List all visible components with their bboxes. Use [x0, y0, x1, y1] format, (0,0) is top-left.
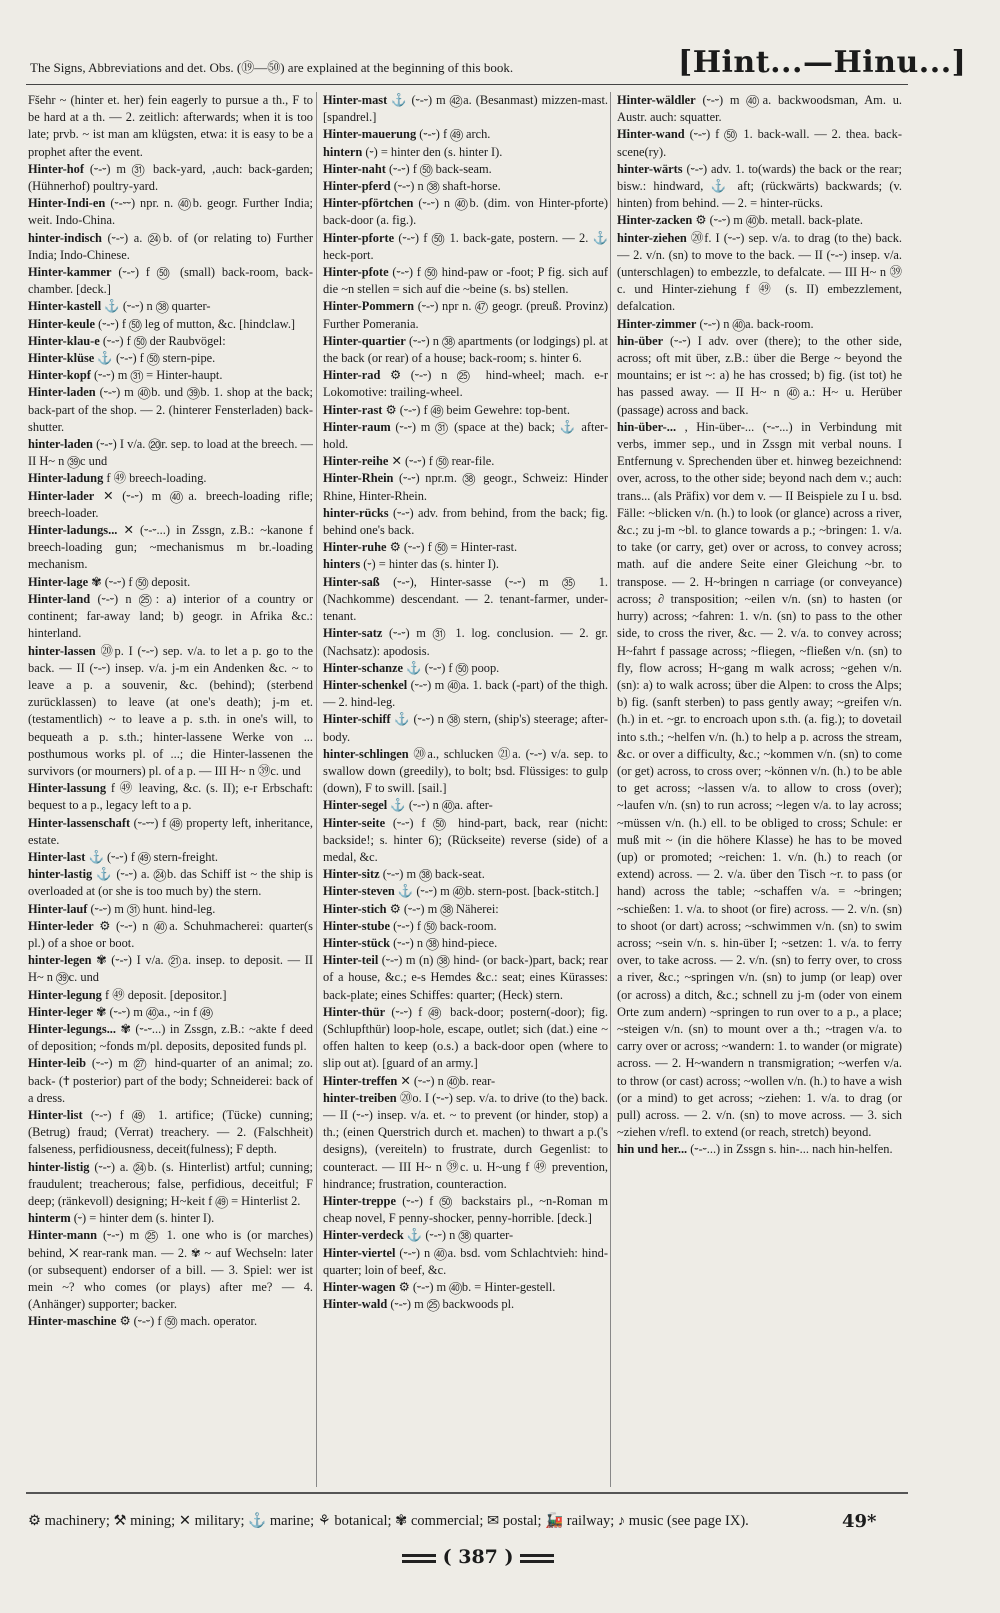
entry-headword: hin-über	[617, 333, 664, 348]
entry-headword: Hinter-leib	[28, 1056, 87, 1071]
entry-definition: (⏑-⏑) m ㊳ back-seat.	[382, 867, 485, 882]
entry-definition: (⏑-⏑) n ㊵a. bsd. vom Schlachtvieh: hind-quarter; loin of beef, &c.	[323, 1245, 608, 1277]
dictionary-entry	[617, 419, 902, 1142]
dictionary-entry	[28, 591, 313, 643]
entry-headword: Hinter-pferd	[323, 179, 391, 194]
column-2	[323, 92, 608, 1487]
dictionary-entry	[28, 316, 313, 333]
entry-definition: (⏑-⏑) m ㉛ hunt. hind-leg.	[90, 901, 216, 916]
entry-headword: Hinter-maschine	[28, 1314, 117, 1329]
entry-headword: Hinter-rast	[323, 402, 383, 417]
column-divider	[610, 92, 611, 1487]
entry-headword: Hinter-wald	[323, 1297, 388, 1312]
entry-headword: Hinter-lassenschaft	[28, 815, 131, 830]
entry-headword: Hinter-Indi-en	[28, 196, 106, 211]
entry-definition: f ㊾ deposit. [depositor.]	[105, 987, 227, 1002]
entry-definition: (⏑-⏑) f ㊿ leg of mutton, &c. [hindclaw.]	[98, 316, 296, 331]
entry-definition: (⏑-⏑) adv. 1. to(wards) the back or the rear; bisw.: hindward, ⚓ aft; (rückwärts) backwards; (v. hinten) from behind. — 2. = hinter-rücks.	[617, 161, 902, 211]
dictionary-entry	[28, 350, 313, 367]
dictionary-entry	[28, 1227, 313, 1313]
entry-definition: (⏑-⏑) n ㊳ apartments (or lodgings) pl. at the back (or rear) of a house; back-room; s. hinter 6.	[323, 333, 608, 366]
entry-definition: (⏑-⏑) f ㊿ back-room.	[393, 918, 497, 933]
entry-definition: ⚙ (⏑-⏑) n ㊵a. Schuhmacherei: quarter(s pl.) of a shoe or boot.	[28, 918, 313, 950]
column-1	[28, 92, 313, 1487]
entry-definition: ⚓ (⏑-⏑) n ㊳ stern, (ship's) steerage; after-body.	[323, 712, 608, 744]
entry-definition: ⚙ (⏑-⏑) f ㊿ mach. operator.	[119, 1314, 258, 1329]
entry-definition: (⏑-⏑) f ㊿ 1. back-wall. — 2. thea. back-scene(ry).	[617, 127, 902, 159]
entry-definition: ⑳f. I (⏑-⏑) sep. v/a. to drag (to the) back. — 2. v/n. (sn) to move to the back. — II (⏑-⏑) insep. v/a. (unterschlagen) to embezzle, to defalcate. — III H~ n ㊴c. und Hinter-ziehung f ㊾ (s. II) embezzlement, defalcation.	[617, 230, 902, 314]
dictionary-entry	[617, 126, 902, 160]
entry-definition: (⏑-⏑) a. ㉔b. (s. Hinterlist) artful; cunning; fraudulent; treacherous; false, perfidious, deceitful; F deep; (ränkevoll) designing; H~keit f ㊾ = Hinterlist 2.	[28, 1159, 313, 1208]
dictionary-entry	[28, 264, 313, 298]
dictionary-entry	[323, 195, 608, 229]
entry-definition: ✾ (⏑-⏑) m ㊵a., ~in f ㊾	[96, 1004, 213, 1019]
dictionary-entry	[28, 488, 313, 522]
dictionary-entry	[323, 574, 608, 626]
dictionary-entry	[28, 815, 313, 849]
dictionary-entry	[323, 660, 608, 677]
entry-headword: Hinter-saß	[323, 574, 380, 589]
entry-headword: hintern	[323, 144, 363, 159]
entry-headword: Hinter-raum	[323, 419, 391, 434]
entry-headword: Hinter-schenkel	[323, 677, 408, 692]
dictionary-entry	[323, 1193, 608, 1227]
dictionary-entry	[323, 470, 608, 504]
page-number-ornament	[520, 1554, 554, 1563]
dictionary-entry	[28, 643, 313, 781]
entry-definition: ⚓ (⏑-⏑) f ㊿ poop.	[406, 660, 500, 675]
entry-headword: hinter-indisch	[28, 230, 102, 245]
dictionary-entry	[28, 384, 313, 436]
entry-definition: ⚙ (⏑-⏑) m ㊵b. metall. back-plate.	[695, 213, 863, 228]
entry-headword: Hinter-schanze	[323, 660, 404, 675]
entry-headword: hinter-wärts	[617, 161, 683, 176]
entry-definition: (⏑-⏑) f ㊿ 1. back-gate, postern. — 2. ⚓ heck-port.	[323, 230, 608, 262]
entry-headword: hinter-rücks	[323, 505, 389, 520]
entry-headword: Hinter-last	[28, 849, 86, 864]
entry-headword: Hinter-viertel	[323, 1245, 396, 1260]
entry-headword: Hinter-stück	[323, 935, 390, 950]
entry-headword: Hinter-hof	[28, 161, 84, 176]
dictionary-entry	[323, 230, 608, 264]
entry-headword: Hinter-stube	[323, 918, 390, 933]
entry-headword: Hinter-kastell	[28, 299, 102, 314]
entry-definition: (⏑-⏑) m (n) ㊳ hind- (or back-)part, back; rear of a house, &c.; e-s Hemdes &c.: seat; eines Kürasses: back-plate; eines Schiffes: quarter; (Heck) stern.	[323, 953, 608, 1002]
dictionary-entry	[28, 161, 313, 195]
dictionary-entry	[323, 556, 608, 573]
entry-definition: (⏑-⏑) m ㉕ 1. one who is (or marches) behind, ✕ rear-rank man. — 2. ✾ ~ auf Wechseln: later (or subsequent) endorser of a bill. — 3. Spiel: wer ist mein ~? who comes (or plays) after me? — 4. (Anhänger) supporter; backer.	[28, 1228, 313, 1312]
entry-definition: ⚓ (⏑-⏑) n ㊳ quarter-	[406, 1228, 514, 1243]
entry-definition: ⚓ (⏑-⏑) n ㊵a. after-	[390, 798, 493, 813]
entry-definition: ✾ (⏑-⏑) I v/a. ㉑a. insep. to deposit. — II H~ n ㊴c. und	[28, 953, 313, 985]
page-title: [Hint...—Hinu...]	[678, 45, 967, 80]
entry-definition: (⏑-⏑) n ㊵b. (dim. von Hinter-pforte) back-door (a. fig.).	[323, 196, 608, 228]
entry-headword: Hinter-zacken	[617, 213, 693, 228]
entry-definition: ⚓ (⏑-⏑) f ㊾ stern-freight.	[88, 849, 219, 864]
dictionary-entry	[28, 574, 313, 591]
entry-definition: ⚙ (⏑-⏑) f ㊿ = Hinter-rast.	[389, 540, 518, 555]
entry-headword: hinter-listig	[28, 1159, 90, 1174]
dictionary-entry	[28, 1107, 313, 1159]
entry-definition: ⑳a., schlucken ㉑a. (⏑-⏑) v/a. sep. to swallow down (greedily), to bolt; bsd. Flüssiges: to gulp (down), F to swill. [sail.]	[323, 746, 608, 796]
entry-definition: ✾ (⏑-⏑...) in Zssgn, z.B.: ~akte f deed of deposition; ~fonds m/pl. deposits, deposited funds pl.	[28, 1021, 313, 1054]
entry-definition: (⏑-⏑) f ㊾ 1. artifice; (Tücke) cunning; (Betrug) fraud; (Verrat) treachery. — 2. (Falschheit) falseness, perfidiousness, deceit(fulness); F depth.	[28, 1107, 313, 1157]
page-number-ornament	[402, 1554, 436, 1563]
dictionary-entry	[28, 987, 313, 1004]
dictionary-entry	[323, 1004, 608, 1073]
entry-definition: (⏑-⏑) n ㊵a. back-room.	[699, 316, 814, 331]
entry-headword: Hinter-leder	[28, 918, 94, 933]
entry-headword: hinter-legen	[28, 953, 92, 968]
dictionary-entry	[617, 92, 902, 126]
dictionary-entry	[323, 367, 608, 401]
dictionary-entry	[323, 1227, 608, 1244]
dictionary-entry	[323, 1279, 608, 1296]
entry-headword: Hinter-list	[28, 1107, 83, 1122]
entry-definition: ⚓ (⏑-⏑) a. ㉔b. das Schiff ist ~ the ship is overloaded at (or she is too much by) the stern.	[28, 867, 313, 899]
abbreviation-legend: ⚙ machinery; ⚒ mining; ✕ military; ⚓ marine; ⚘ botanical; ✾ commercial; ✉ postal; 🚂 railway; ♪ music (see page IX).	[28, 1513, 749, 1529]
dictionary-entry	[323, 901, 608, 918]
entry-headword: Hinter-lage	[28, 574, 89, 589]
entry-definition: (⏑-⏑) m ㊵a. backwoodsman, Am. u. Austr. auch: squatter.	[617, 93, 902, 125]
entry-headword: Hinter-legungs...	[28, 1021, 116, 1036]
entry-headword: Hinter-verdeck	[323, 1228, 404, 1243]
entry-headword: Hinter-quartier	[323, 333, 406, 348]
dictionary-entry	[323, 178, 608, 195]
entry-headword: Hinter-kopf	[28, 368, 91, 383]
entry-definition: (⏑-⏑) m ㉕ backwoods pl.	[390, 1297, 515, 1312]
entry-definition: ⚓ (⏑-⏑) m ㊷a. (Besanmast) mizzen-mast. [spandrel.]	[323, 93, 608, 125]
entry-headword: hinter-lastig	[28, 867, 93, 882]
entry-definition: (⏑-⏑) m ㉛ back-yard, ‚auch: back-garden; (Hühnerhof) poultry-yard.	[28, 161, 313, 194]
entry-headword: hin-über-...	[617, 419, 677, 434]
dictionary-entry	[323, 92, 608, 126]
entry-headword: Hinter-segel	[323, 798, 388, 813]
dictionary-entry	[28, 298, 313, 315]
dictionary-entry	[323, 746, 608, 798]
dictionary-entry	[28, 92, 313, 161]
entry-headword: Hinter-pförtchen	[323, 196, 414, 211]
dictionary-entry	[617, 333, 902, 419]
entry-definition: (⏑-⏑) n ㊳ shaft-horse.	[393, 179, 501, 194]
dictionary-entry	[28, 1313, 313, 1330]
dictionary-entry	[323, 883, 608, 900]
entry-headword: Hinter-lader	[28, 488, 95, 503]
dictionary-entry	[323, 1245, 608, 1279]
entry-definition: (⏑-⏑) I adv. over (there); to the other side, across; oft mit über, z.B.: über die Berge ~ beyond the mountains; er ist ~: a) he has crossed; b) fig. (ist tot) he has passed away. — II H~ n ㊵a.: H~ u. Herüber (passage) across and back.	[617, 333, 902, 417]
entry-headword: Hinter-wäldler	[617, 93, 696, 107]
dictionary-entry	[323, 505, 608, 539]
entry-headword: Hinter-wagen	[323, 1280, 396, 1295]
dictionary-entry	[28, 436, 313, 470]
entry-headword: Hinter-wand	[617, 127, 685, 142]
entry-definition: ✾ (⏑-⏑) f ㊿ deposit.	[91, 574, 191, 589]
entry-headword: Hinter-seite	[323, 815, 386, 830]
entry-definition: ✕ (⏑-⏑) m ㊵a. breech-loading rifle; breech-loader.	[28, 488, 313, 520]
entry-definition: ⑳o. I (⏑-⏑) sep. v/a. to drive (to the) back. — II (⏑-⏑) insep. v/a. et. ~ to prevent (or hinder, stop) a th.; (einen Querstrich durch et. machen) to thwart a p.('s designs), (vereiteln) to frustrate, durch Gegenlist: to counteract. — III H~ n ㊴c. u. H~ung f ㊾ prevention, hindrance; frustration, counteraction.	[323, 1090, 608, 1191]
dictionary-entry	[323, 419, 608, 453]
entry-headword: Hinter-leger	[28, 1004, 93, 1019]
entry-headword: Hinter-pforte	[323, 230, 395, 245]
dictionary-entry	[28, 195, 313, 229]
entry-headword: Hinter-teil	[323, 953, 379, 968]
entry-headword: Hinter-zimmer	[617, 316, 697, 331]
entry-definition: f ㊾ leaving, &c. (s. II); e-r Erbschaft: bequest to a p., legacy left to a p.	[28, 781, 313, 813]
entry-definition: (⏑-⏑) f ㊾ back-door; postern(-door); fig. (Schlupfthür) loop-hole, escape, outlet; sich (dat.) eine ~ offen halten to keep (o.s.) a back-door open (where to slip out at). [guard of an army.]	[323, 1004, 608, 1071]
dictionary-entry	[617, 1141, 902, 1158]
entry-definition: (⏑-⏑) I v/a. ⑳r. sep. to load at the breech. — II H~ n ㊴c und	[28, 437, 313, 469]
dictionary-entry	[28, 1004, 313, 1021]
entry-definition: (⏑-⏑) f ㊿ back-seam.	[388, 161, 492, 176]
entry-definition: (⏑-⏑...) in Zssgn s. hin-... nach hin-helfen.	[690, 1142, 893, 1157]
dictionary-entry	[323, 815, 608, 867]
entry-headword: hinter-laden	[28, 437, 93, 452]
entry-headword: Hinter-legung	[28, 987, 102, 1002]
entry-headword: hinter-treiben	[323, 1090, 397, 1105]
entry-headword: Hinter-steven	[323, 884, 395, 899]
dictionary-entry	[323, 333, 608, 367]
entry-headword: hinter-ziehen	[617, 230, 687, 245]
entry-definition: (⏑-⏑) f ㊾ arch.	[419, 127, 491, 142]
entry-headword: hin und her...	[617, 1142, 688, 1157]
entry-definition: (⏑-⏑) m ㊵b. und ㊴b. 1. shop at the back; back-part of the shop. — 2. (hinterer Fensterladen) back-shutter.	[28, 385, 313, 434]
entry-headword: Hinter-thür	[323, 1004, 386, 1019]
dictionary-entry	[28, 522, 313, 574]
page-number-text: ( 387 )	[442, 1546, 514, 1568]
dictionary-entry	[323, 1090, 608, 1193]
entry-definition: ✕ (⏑-⏑) f ㊿ rear-file.	[391, 454, 495, 469]
entry-headword: Hinter-rad	[323, 368, 381, 383]
entry-headword: hinter-schlingen	[323, 746, 409, 761]
dictionary-entry	[323, 264, 608, 298]
entry-definition: ⚙ (⏑-⏑) m ㊳ Näherei:	[389, 901, 499, 916]
entry-definition: (⏑-⏑) m ㊵a. 1. back (-part) of the thigh. — 2. hind-leg.	[323, 677, 608, 710]
dictionary-entry	[323, 161, 608, 178]
entry-definition: (⏑-⏑⏑) f ㊾ property left, inheritance, estate.	[28, 815, 313, 847]
entry-definition: (⏑-⏑) m ㉛ 1. log. conclusion. — 2. gr. (Nachsatz): apodosis.	[323, 626, 608, 658]
entry-headword: Hinter-reihe	[323, 454, 389, 469]
entry-headword: Hinter-Pommern	[323, 299, 415, 314]
dictionary-entry	[617, 161, 902, 213]
entry-definition: (⏑-⏑⏑) npr. n. ㊵b. geogr. Further India; weit. Indo-China.	[28, 196, 313, 228]
dictionary-entry	[323, 1296, 608, 1313]
entry-headword: Hinter-land	[28, 591, 91, 606]
entry-definition: (⏑-⏑) n ㉕: a) interior of a country or continent; far-away land; b) geogr. in Afrika &c.: hinterland.	[28, 591, 313, 641]
dictionary-entry	[28, 780, 313, 814]
entry-definition: ⚓ (⏑-⏑) n ㊳ quarter-	[104, 299, 211, 314]
dictionary-entry	[28, 952, 313, 986]
dictionary-entry	[323, 402, 608, 419]
dictionary-entry	[323, 298, 608, 332]
top-rule	[26, 84, 908, 85]
dictionary-entry	[28, 901, 313, 918]
entry-definition: (⏑-⏑) f ㊿ hind-part, back, rear (nicht: backside!; s. hinter 6); (Rückseite) reverse (side) of a medal, &c.	[323, 815, 608, 864]
entry-definition: (⏑-⏑) npr n. ㊼ geogr. (preuß. Provinz) Further Pomerania.	[323, 299, 608, 331]
entry-headword: Hinter-ladungs...	[28, 523, 118, 538]
page-number	[402, 1546, 554, 1568]
dictionary-entry	[323, 1073, 608, 1090]
entry-definition: ⚓ (⏑-⏑) m ㊵b. stern-post. [back-stitch.]	[397, 884, 599, 899]
entry-headword: Hinter-lassung	[28, 781, 107, 796]
entry-definition: (⏑) = hinter das (s. hinter I).	[363, 557, 499, 572]
entry-headword: Hinter-naht	[323, 161, 386, 176]
dictionary-entry	[323, 144, 608, 161]
dictionary-entry	[28, 849, 313, 866]
entry-definition: (⏑-⏑) f ㊿ backstairs pl., ~n-Roman m cheap novel, F penny-shocker, penny-horrible. [deck.]	[323, 1194, 608, 1226]
entry-definition: (⏑-⏑) f ㊿ (small) back-room, back-chamber. [deck.]	[28, 265, 313, 297]
sheet-marker: 49*	[842, 1511, 877, 1532]
entry-definition: ⑳p. I (⏑-⏑) sep. v/a. to let a p. go to the back. — II (⏑-⏑) insep. v/a. j-m ein Andenken &c. ~ to leave a p. a souvenir, &c. (behind); (sterbend zurücklassen) to leave (at one's death); j-m et. (testamentlich) ~ to leave a p. s.th. in one's will, to bequeath a p. s.th.; hinter-lassene Werke von ... posthumous works pl. of ...; die Hinter-lassenen the survivors (or mourners) pl. of a p. — III H~ n ㊴c. und	[28, 643, 313, 778]
entry-headword: hinters	[323, 557, 361, 572]
entry-definition: (⏑-⏑) f ㊿ der Raubvögel:	[102, 333, 226, 348]
dictionary-entry	[28, 1210, 313, 1227]
entry-headword: Hinter-schiff	[323, 712, 391, 727]
dictionary-entry	[323, 866, 608, 883]
dictionary-entry	[617, 316, 902, 333]
entry-definition: (⏑-⏑) a. ㉔b. of (or relating to) Further India; Indo-Chinese.	[28, 230, 313, 262]
dictionary-entry	[323, 935, 608, 952]
entry-headword: Hinter-mann	[28, 1228, 98, 1243]
entry-definition: (⏑-⏑) m ㉗ hind-quarter of an animal; zo. back- (✝ posterior) part of the body; Schneiderei: back of a dress.	[28, 1056, 313, 1105]
entry-definition: ⚓ (⏑-⏑) f ㊿ stern-pipe.	[97, 351, 216, 366]
dictionary-entry	[323, 918, 608, 935]
entry-definition: ⚙ (⏑-⏑) f ㊾ beim Gewehre: top-bent.	[385, 402, 570, 417]
dictionary-entry	[28, 866, 313, 900]
dictionary-entry	[28, 367, 313, 384]
dictionary-entry	[323, 453, 608, 470]
dictionary-entry	[617, 230, 902, 316]
column-divider	[316, 92, 317, 1487]
entry-headword: Hinter-mauerung	[323, 127, 417, 142]
entry-headword: Hinter-Rhein	[323, 471, 394, 486]
entry-headword: Hinter-kammer	[28, 265, 112, 280]
entry-definition: Fšehr ~ (hinter et. her) fein eagerly to pursue a th., F to be hard at a th. — 2. zeitlich: afterwards; when it is too late; prvb. ~ ist man am klügsten, etwa: it is easy to be a prophet after the event.	[28, 93, 313, 159]
entry-definition: ⚙ (⏑-⏑) n ㉕ hind-wheel; mach. e-r Lokomotive: trailing-wheel.	[323, 368, 608, 400]
entry-headword: Hinter-klau-e	[28, 333, 100, 348]
dictionary-entry	[323, 677, 608, 711]
entry-definition: (⏑) = hinter dem (s. hinter I).	[73, 1211, 215, 1226]
entry-definition: (⏑-⏑) f ㊿ hind-paw or -foot; P fig. sich auf die ~n stellen = sich auf die ~beine (s. bs) stellen.	[323, 265, 608, 297]
entry-definition: ✕ (⏑-⏑...) in Zssgn, z.B.: ~kanone f breech-loading gun; ~mechanismus m br.-loading mechanism.	[28, 523, 313, 572]
dictionary-entry	[617, 212, 902, 229]
entry-definition: (⏑-⏑) m ㉛ = Hinter-haupt.	[93, 368, 223, 383]
entry-headword: Hinter-klüse	[28, 351, 95, 366]
entry-headword: Hinter-pfote	[323, 265, 389, 280]
entry-headword: Hinter-sitz	[323, 867, 380, 882]
entry-headword: Hinter-treffen	[323, 1073, 398, 1088]
entry-definition: , Hin-über-... (⏑-⏑...) in Verbindung mit verbs, immer sep., und in Zssgn mit verbal nouns. I Entfernung v. Sprechenden über et. hinweg bezeichnend: over, across, to the other side; beyond nach dem v.; auch: trans... (als Präfix) vor dem v. — II Beispiele zu I u. bsd. Fälle: ~blicken v/n. (h.) to look (or glance) across a river, &c.; zu j-m ~bl. to glance towards a p.; ~bringen: 1. v/a. to take (or carry, get) over or across, to convey across; math. auf die andere Seite einer Gleichung ~br. to transpose. — 2. H~bringen n carriage (or conveyance) across; ∂ transposition; ~eilen v/n. (sn) to hasten (or hurry) across; ~fahren: 1. v/n. (sn) to pass to the other side, to cross the river, &c. — 2. v/a. to convey across; H~fahrt f passage across; ~fliegen, ~fließen v/n. (sn) to fly, flow across; H~gang m walk across; ~gehen v/n. (sn): a) to walk across; über die Alpen: to cross the Alps; b) fig. (sanft sterben) to pass gently away; ~greifen v/n. (h.) in et. ~gr. to encroach upon s.th. (a. fig.); to dovetail into s.th.; ~helfen v/n. (h.) to help a p. across the stream, &c. or over a difficulty, &c.; ~kommen v/n. (sn) to come (or get) across, to cross over; ~können v/n. (h.) to be able to get across; ~lassen v/a. to allow to cross (over); ~laufen v/n. (sn) to run across; ~legen v/a. to lay across; ~müssen v/n. (h.) ell. to be obliged to cross; Schule: er muß mit ~ (in die höhere Klasse) he has to be moved (up) or promoted; ~reichen: 1. v/n. (h.) to reach (or extend) across. — 2. v/a. über den Tisch ~r. to pass (or hand) across the table; ~schaffen v/a. = ~bringen; ~schießen: 1. v/a. to shoot (or fire) across. — 2. v/n. (sn) to shoot (or dart) across; ~schwimmen v/n. (sn) to swim across; ~sein v/n. s. hin-über I; ~setzen: 1. v/a. to ferry over, to take across. — 2. v/n. (sn) to ferry over, to cross a river, &c.; ~springen v/n. (sn) to jump (or leap) over (or across) a ditch, &c.; schnell zu j-m (oder von einem Orte zum andern) ~springen to run over to a p., a place; ~steigen v/n. (sn) to mount over a th.; ~tragen v/a. to carry over or across; ~wandern: 1. to wander (or migrate) across. — 2. H~wandern n transmigration; ~werfen v/a. to throw (or cast) across; ~wollen v/n. (h.) to have a wish (or a mind) to get across; ~ziehen: 1. v/a. to drag (or pull) across. — 2. v/n. (sn) to move across. — 3. sich ~ziehen v/refl. to extend (or reach, stretch) beyond.	[617, 419, 902, 1140]
entry-definition: (⏑-⏑) npr.m. ㊳ geogr., Schweiz: Hinder Rhine, Hinter-Rhein.	[323, 471, 608, 503]
entry-headword: Hinter-ruhe	[323, 540, 387, 555]
entry-headword: Hinter-satz	[323, 626, 383, 641]
column-3	[617, 92, 902, 1487]
entry-definition: (⏑-⏑) adv. from behind, from the back; fig. behind one's back.	[323, 505, 608, 538]
entry-headword: Hinter-stich	[323, 901, 387, 916]
dictionary-entry	[28, 1021, 313, 1055]
dictionary-entry	[28, 1159, 313, 1211]
entry-headword: Hinter-lauf	[28, 901, 88, 916]
entry-headword: hinter-lassen	[28, 643, 96, 658]
dictionary-entry	[28, 1055, 313, 1107]
dictionary-entry	[28, 333, 313, 350]
entry-definition: (⏑-⏑) m ㉛ (space at the) back; ⚓ after-hold.	[323, 419, 608, 452]
entry-definition: (⏑-⏑) n ㊳ hind-piece.	[393, 935, 498, 950]
entry-headword: hinterm	[28, 1211, 71, 1226]
entry-headword: Hinter-treppe	[323, 1194, 396, 1208]
dictionary-entry	[28, 230, 313, 264]
dictionary-entry	[323, 625, 608, 659]
dictionary-entry	[323, 952, 608, 1004]
dictionary-entry	[323, 539, 608, 556]
entry-headword: Hinter-keule	[28, 316, 95, 331]
entry-definition: (⏑-⏑), Hinter-sasse (⏑-⏑) m ㉟ 1. (Nachkomme) descendant. — 2. tenant-farmer, under-tenant.	[323, 574, 608, 624]
entry-definition: ✕ (⏑-⏑) n ㊵b. rear-	[400, 1073, 496, 1088]
bottom-rule	[26, 1492, 908, 1494]
header-note: The Signs, Abbreviations and det. Obs. (⑲—㊿) are explained at the beginning of this book.	[30, 60, 514, 75]
dictionary-entry	[323, 711, 608, 745]
entry-definition: f ㊾ breech-loading.	[106, 471, 207, 486]
entry-definition: ⚙ (⏑-⏑) m ㊵b. = Hinter-gestell.	[398, 1280, 556, 1295]
entry-definition: (⏑) = hinter den (s. hinter I).	[365, 144, 503, 159]
entry-headword: Hinter-mast	[323, 93, 388, 107]
entry-headword: Hinter-laden	[28, 385, 96, 400]
dictionary-entry	[28, 918, 313, 952]
dictionary-entry	[323, 126, 608, 143]
dictionary-entry	[28, 470, 313, 487]
dictionary-entry	[323, 797, 608, 814]
entry-headword: Hinter-ladung	[28, 471, 104, 486]
